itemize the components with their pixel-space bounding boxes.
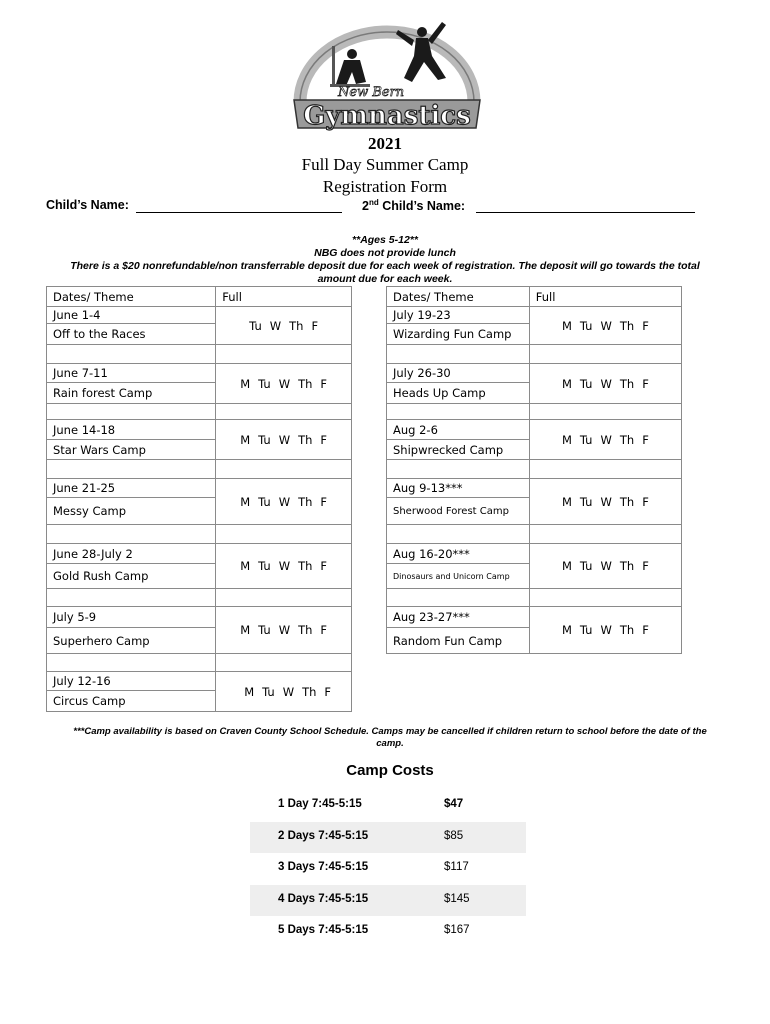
week-theme: Sherwood Forest Camp bbox=[387, 498, 530, 525]
second-child-name-input-line[interactable] bbox=[476, 212, 695, 213]
week-days-select[interactable]: Tu W Th F bbox=[216, 307, 352, 345]
camp-table-right bbox=[386, 286, 682, 654]
week-dates: June 28-July 2 bbox=[47, 544, 216, 564]
cost-label: 4 Days 7:45-5:15 bbox=[278, 893, 369, 905]
week-dates: Aug 23-27*** bbox=[387, 607, 530, 628]
week-days-select[interactable]: M Tu W Th F bbox=[216, 672, 352, 712]
week-theme: Random Fun Camp bbox=[387, 628, 530, 654]
cost-row bbox=[250, 790, 526, 821]
week-dates: July 26-30 bbox=[387, 364, 530, 383]
week-theme: Dinosaurs and Unicorn Camp bbox=[387, 564, 530, 589]
week-dates: July 5-9 bbox=[47, 607, 216, 628]
week-theme: Wizarding Fun Camp bbox=[387, 324, 530, 345]
child-name-input-line[interactable] bbox=[136, 212, 342, 213]
ages-note: **Ages 5-12** bbox=[352, 234, 418, 246]
week-theme: Circus Camp bbox=[47, 691, 216, 712]
cost-label: 2 Days 7:45-5:15 bbox=[278, 830, 369, 842]
camp-table-left bbox=[46, 286, 352, 712]
week-days-select[interactable]: M Tu W Th F bbox=[529, 420, 681, 460]
week-dates: July 12-16 bbox=[47, 672, 216, 691]
week-days-select[interactable]: M Tu W Th F bbox=[529, 607, 681, 654]
week-dates: June 14-18 bbox=[47, 420, 216, 440]
week-days-select[interactable]: M Tu W Th F bbox=[216, 364, 352, 404]
cost-row bbox=[250, 853, 526, 884]
week-theme: Star Wars Camp bbox=[47, 440, 216, 460]
week-theme: Gold Rush Camp bbox=[47, 564, 216, 589]
col-dates-header: Dates/ Theme bbox=[387, 287, 530, 307]
week-days-select[interactable]: M Tu W Th F bbox=[529, 364, 681, 404]
cost-amount: $145 bbox=[444, 893, 470, 905]
week-dates: June 1-4 bbox=[47, 307, 216, 324]
cost-label: 3 Days 7:45-5:15 bbox=[278, 861, 369, 873]
cost-row bbox=[250, 822, 526, 853]
form-title-line1: Full Day Summer Camp bbox=[301, 155, 469, 174]
week-theme: Heads Up Camp bbox=[387, 383, 530, 404]
week-days-select[interactable]: M Tu W Th F bbox=[216, 420, 352, 460]
week-dates: June 7-11 bbox=[47, 364, 216, 383]
cost-row bbox=[250, 885, 526, 916]
cost-amount: $47 bbox=[444, 798, 464, 810]
week-dates: July 19-23 bbox=[387, 307, 530, 324]
cost-label: 5 Days 7:45-5:15 bbox=[278, 924, 369, 936]
second-child-name-label: 2nd Child’s Name: bbox=[362, 198, 466, 214]
week-theme: Shipwrecked Camp bbox=[387, 440, 530, 460]
form-year: 2021 bbox=[368, 134, 402, 153]
week-theme: Off to the Races bbox=[47, 324, 216, 345]
availability-footnote-line1: ***Camp availability is based on Craven County School Schedule. Camps may be cancelled if children return to school before the date of the bbox=[73, 726, 707, 737]
new-bern-gymnastics-logo bbox=[286, 16, 488, 134]
logo-gymnastics-text: Gymnastics bbox=[303, 101, 471, 131]
availability-footnote-line2: camp. bbox=[376, 738, 404, 749]
week-dates: Aug 2-6 bbox=[387, 420, 530, 440]
deposit-note-line1: There is a $20 nonrefundable/non transferrable deposit due for each week of registration. The deposit will go towards the total bbox=[70, 260, 700, 272]
week-days-select[interactable]: M Tu W Th F bbox=[216, 607, 352, 654]
week-theme: Superhero Camp bbox=[47, 628, 216, 654]
cost-label: 1 Day 7:45-5:15 bbox=[278, 798, 362, 810]
week-dates: Aug 16-20*** bbox=[387, 544, 530, 564]
week-days-select[interactable]: M Tu W Th F bbox=[216, 479, 352, 525]
week-days-select[interactable]: M Tu W Th F bbox=[216, 544, 352, 589]
week-theme: Messy Camp bbox=[47, 498, 216, 525]
lunch-note: NBG does not provide lunch bbox=[314, 247, 456, 259]
week-theme: Rain forest Camp bbox=[47, 383, 216, 404]
week-days-select[interactable]: M Tu W Th F bbox=[529, 479, 681, 525]
col-full-header: Full bbox=[216, 287, 352, 307]
week-dates: June 21-25 bbox=[47, 479, 216, 498]
camp-costs-title: Camp Costs bbox=[346, 762, 434, 779]
cost-amount: $85 bbox=[444, 830, 464, 842]
logo-new-bern-text: New Bern bbox=[338, 85, 405, 100]
deposit-note-line2: amount due for each week. bbox=[317, 273, 453, 285]
week-days-select[interactable]: M Tu W Th F bbox=[529, 544, 681, 589]
week-dates: Aug 9-13*** bbox=[387, 479, 530, 498]
col-full-header: Full bbox=[529, 287, 681, 307]
col-dates-header: Dates/ Theme bbox=[47, 287, 216, 307]
cost-amount: $117 bbox=[444, 861, 469, 873]
form-title-line2: Registration Form bbox=[322, 177, 448, 196]
child-name-label: Child’s Name: bbox=[46, 198, 129, 212]
week-days-select[interactable]: M Tu W Th F bbox=[529, 307, 681, 345]
cost-amount: $167 bbox=[444, 924, 470, 936]
cost-row bbox=[250, 916, 526, 947]
